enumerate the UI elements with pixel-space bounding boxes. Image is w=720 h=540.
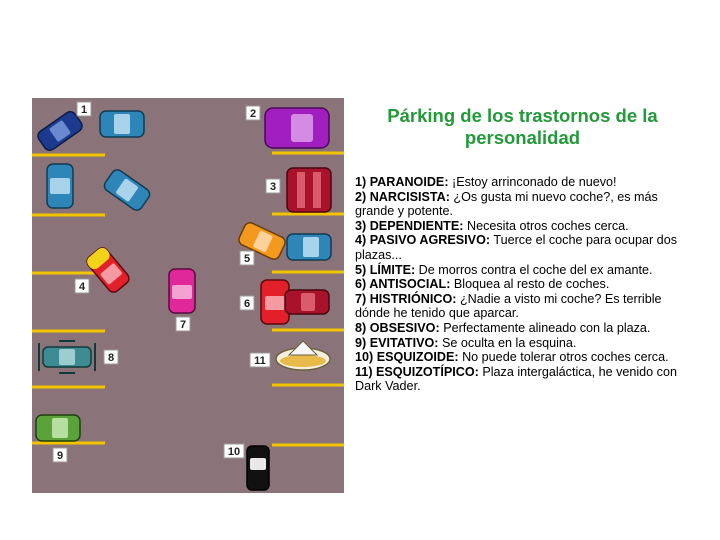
label-box-10 — [224, 444, 244, 458]
label-7: 7 — [179, 319, 187, 331]
label-5: 5 — [243, 253, 251, 265]
legend-item — [355, 350, 690, 365]
car-schizoid — [247, 446, 269, 490]
legend-item-head: 11) ESQUIZOTÍPICO: — [355, 364, 479, 379]
legend-item — [355, 175, 690, 190]
label-1: 1 — [80, 104, 88, 116]
label-box-1 — [77, 102, 91, 116]
legend-item-text: Plaza intergaláctica, he venido con Dark Vader. — [355, 364, 677, 394]
car-red-right — [285, 290, 329, 314]
legend-item-text: ¡Estoy arrinconado de nuevo! — [452, 175, 617, 189]
legend-item — [355, 263, 690, 278]
label-8: 8 — [107, 352, 115, 364]
legend-item-head: 6) ANTISOCIAL: — [355, 277, 451, 292]
label-box-4 — [75, 279, 89, 293]
label-2: 2 — [249, 108, 257, 120]
legend-item-text: Necesita otros coches cerca. — [466, 218, 629, 233]
label-box-9 — [53, 448, 67, 462]
label-6: 6 — [243, 298, 251, 310]
legend-item-head: 8) OBSESIVO: — [355, 320, 440, 335]
legend-item-text: ¿Os gusta mi nuevo coche?, es más grande y potente. — [355, 189, 658, 219]
legend-item-text: Tuerce el coche para ocupar dos plazas... — [355, 233, 677, 262]
legend-item-head: 2) NARCISISTA: — [355, 189, 450, 204]
legend-item-text: ¿Nadie a visto mi coche? Es terrible dónde he tenido que aparcar. — [355, 291, 662, 321]
legend-item-head: 4) PASIVO AGRESIVO: — [355, 233, 491, 248]
label-3: 3 — [269, 181, 277, 193]
label-box-5 — [240, 251, 254, 265]
label-box-8 — [104, 350, 118, 364]
legend-item-text: Se oculta en la esquina. — [442, 335, 577, 350]
car-blue-left — [47, 164, 73, 208]
car-blue-top — [100, 111, 144, 137]
label-box-6 — [240, 296, 254, 310]
label-box-3 — [266, 179, 280, 193]
label-box-11 — [250, 353, 270, 367]
legend-item-head: 5) LÍMITE: — [355, 262, 416, 277]
legend-item — [355, 219, 690, 234]
legend-panel — [355, 105, 690, 394]
legend-item-text: De morros contra el coche del ex amante. — [418, 262, 653, 277]
legend-item-text: No puede tolerar otros coches cerca. — [462, 350, 669, 365]
legend-item — [355, 292, 690, 321]
car-histrionic — [169, 269, 195, 313]
label-4: 4 — [78, 281, 86, 293]
car-ex-partner — [287, 234, 331, 260]
legend-item-text: Bloquea al resto de coches. — [453, 277, 610, 292]
legend-item — [355, 233, 690, 262]
legend-item-text: Perfectamente alineado con la plaza. — [443, 320, 651, 335]
label-box-7 — [176, 317, 190, 331]
legend-item — [355, 336, 690, 351]
label-box-2 — [246, 106, 260, 120]
label-9: 9 — [56, 450, 64, 462]
label-11: 11 — [254, 355, 266, 367]
car-avoidant — [36, 415, 80, 441]
legend-item — [355, 277, 690, 292]
label-10: 10 — [227, 446, 241, 458]
legend-item — [355, 321, 690, 336]
legend-item-head: 7) HISTRIÓNICO: — [355, 291, 457, 306]
legend-item — [355, 190, 690, 219]
car-narcissist — [265, 108, 329, 148]
page-title: Párking de los trastornos de la personalidad — [387, 105, 658, 148]
legend-list — [355, 175, 690, 394]
car-dependent — [287, 168, 331, 212]
legend-item-head: 3) DEPENDIENTE: — [355, 218, 464, 233]
legend-item-head: 1) PARANOIDE: — [355, 175, 449, 189]
legend-item — [355, 365, 690, 394]
legend-item-head: 10) ESQUIZOIDE: — [355, 350, 459, 365]
legend-item-head: 9) EVITATIVO: — [355, 335, 439, 350]
